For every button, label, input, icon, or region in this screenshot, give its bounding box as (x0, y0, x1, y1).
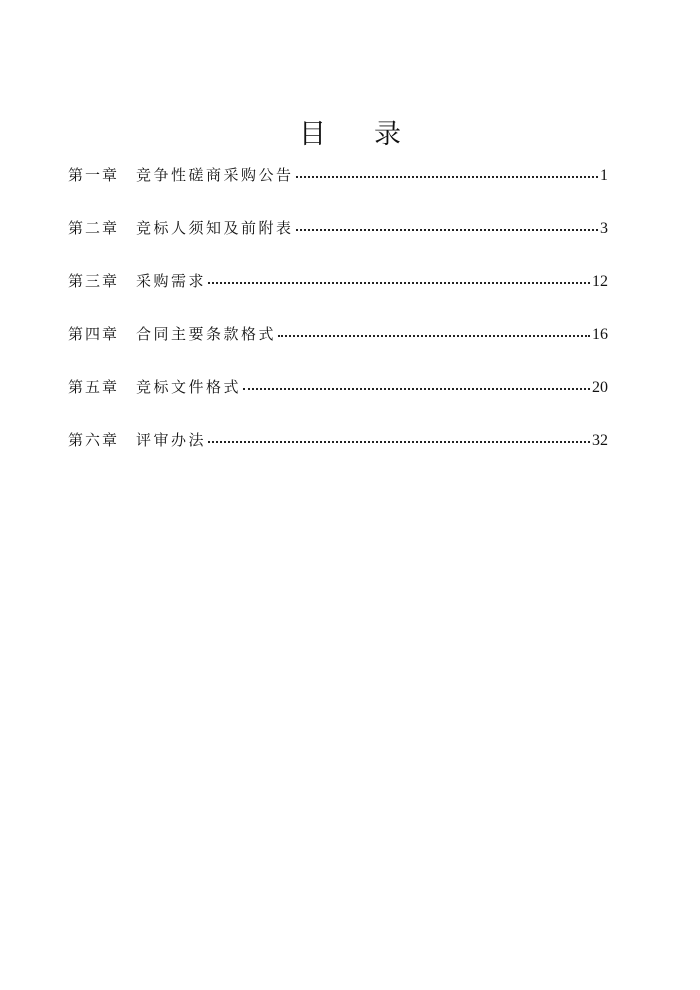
toc-chapter-number: 第六章 (68, 431, 120, 449)
toc-entry-title: 合同主要条款格式 (136, 325, 277, 343)
toc-page-number: 1 (600, 167, 608, 184)
toc-chapter-number: 第二章 (68, 219, 120, 237)
toc-entry-title: 采购需求 (136, 272, 207, 290)
toc-entry[interactable] (68, 160, 608, 213)
toc-entry-title: 竞争性磋商采购公告 (136, 166, 294, 184)
toc-chapter-number: 第一章 (68, 166, 120, 184)
toc-heading-char-1: 目 (299, 119, 326, 150)
toc-entry[interactable] (68, 372, 608, 425)
toc-page-number: 32 (592, 432, 608, 449)
toc-dot-leader (278, 335, 590, 337)
toc-page-number: 12 (592, 273, 608, 290)
toc-page-number: 3 (600, 220, 608, 237)
toc-heading (0, 112, 700, 151)
toc-entry[interactable] (68, 266, 608, 319)
toc-entry[interactable] (68, 319, 608, 372)
toc-chapter-number: 第三章 (68, 272, 120, 290)
toc-list (68, 160, 608, 478)
toc-heading-char-2: 录 (374, 119, 401, 150)
toc-entry-title: 评审办法 (136, 431, 207, 449)
toc-entry-title: 竞标文件格式 (136, 378, 242, 396)
toc-entry[interactable] (68, 425, 608, 478)
toc-entry-title: 竞标人须知及前附表 (136, 219, 294, 237)
toc-dot-leader (296, 229, 598, 231)
toc-chapter-number: 第五章 (68, 378, 120, 396)
toc-page-number: 16 (592, 326, 608, 343)
toc-page-number: 20 (592, 379, 608, 396)
toc-dot-leader (296, 176, 598, 178)
toc-entry[interactable] (68, 213, 608, 266)
toc-dot-leader (243, 388, 590, 390)
toc-chapter-number: 第四章 (68, 325, 120, 343)
toc-dot-leader (208, 441, 590, 443)
toc-dot-leader (208, 282, 590, 284)
